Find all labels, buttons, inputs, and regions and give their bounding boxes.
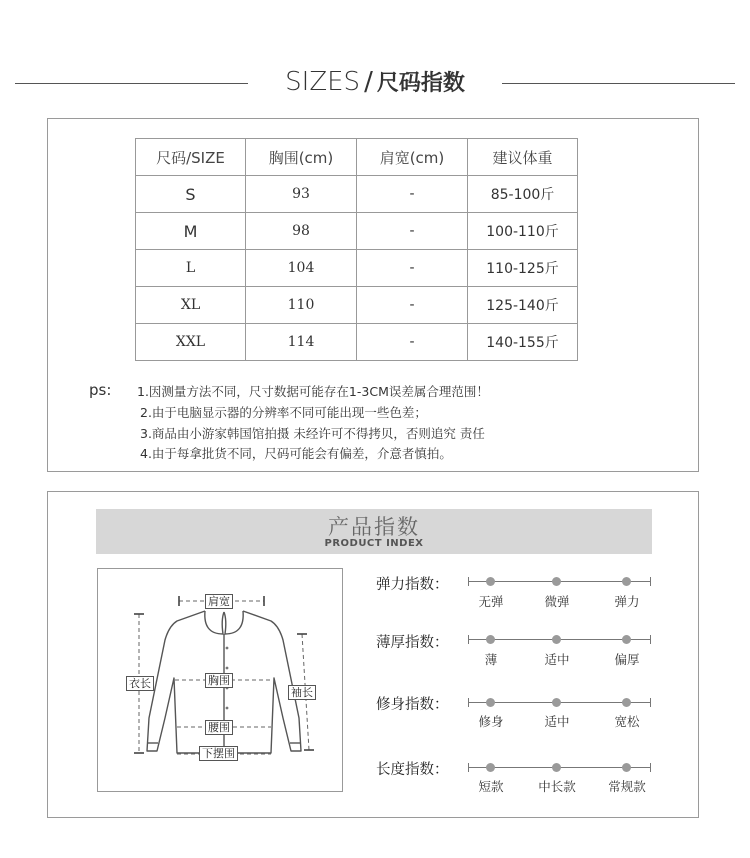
index-option-label: 偏厚	[614, 652, 640, 667]
label-chest: 胸围	[205, 673, 233, 688]
size-cell: XL	[136, 287, 246, 324]
size-cell: M	[136, 213, 246, 250]
index-option-label: 适中	[544, 714, 570, 729]
index-option-label: 常规款	[608, 779, 646, 794]
index-label-fit: 修身指数：	[376, 697, 449, 713]
size-table	[135, 138, 578, 361]
index-option-label: 宽松	[614, 714, 640, 729]
index-option-label: 修身	[478, 714, 504, 729]
index-option-dot	[486, 635, 495, 644]
size-cell: S	[136, 176, 246, 213]
label-length: 衣长	[126, 676, 154, 691]
table-row	[136, 250, 578, 287]
product-index-title: 产品指数	[328, 515, 420, 539]
button-icon	[226, 667, 229, 670]
product-index-banner	[96, 509, 652, 554]
weight-cell: 100-110斤	[468, 213, 578, 250]
index-option-dot	[486, 698, 495, 707]
table-row	[136, 287, 578, 324]
label-waist: 腰围	[205, 720, 233, 735]
weight-cell: 85-100斤	[468, 176, 578, 213]
index-option-dot	[552, 635, 561, 644]
index-option-dot	[486, 763, 495, 772]
table-row	[136, 324, 578, 361]
product-index-subtitle: PRODUCT INDEX	[324, 538, 424, 549]
index-label-elasticity: 弹力指数：	[376, 577, 449, 593]
index-option-dot	[552, 763, 561, 772]
index-label-thickness: 薄厚指数：	[376, 635, 449, 651]
shirt-collar-left	[205, 611, 224, 634]
index-scale-tick	[650, 763, 651, 772]
index-option-label: 微弹	[544, 594, 570, 609]
note-item: 2.由于电脑显示器的分辨率不同可能出现一些色差；	[140, 405, 427, 420]
header-size: 尺码/SIZE	[136, 139, 246, 176]
chest-cell: 114	[246, 324, 357, 361]
table-header-row	[136, 139, 578, 176]
index-option-dot	[486, 577, 495, 586]
chest-cell: 93	[246, 176, 357, 213]
shoulder-cell: -	[357, 176, 468, 213]
index-scale-tick	[650, 635, 651, 644]
weight-cell: 140-155斤	[468, 324, 578, 361]
index-scale-tick	[650, 577, 651, 586]
index-label-length: 长度指数：	[376, 762, 449, 778]
index-scale-tick	[650, 698, 651, 707]
notes-label: ps:	[89, 381, 112, 399]
index-option-label: 中长款	[538, 779, 576, 794]
index-option-label: 薄	[484, 652, 498, 667]
label-shoulder: 肩宽	[205, 594, 233, 609]
header-shoulder: 肩宽(cm)	[357, 139, 468, 176]
index-option-dot	[552, 698, 561, 707]
table-row	[136, 213, 578, 250]
weight-cell: 110-125斤	[468, 250, 578, 287]
table-row	[136, 176, 578, 213]
size-cell: L	[136, 250, 246, 287]
title-en: SIZES	[285, 67, 361, 97]
note-item: 4.由于每拿批货不同，尺码可能会有偏差，介意者慎拍。	[140, 446, 452, 461]
size-cell: XXL	[136, 324, 246, 361]
index-scale-tick	[468, 577, 469, 586]
index-scale-tick	[468, 763, 469, 772]
header-weight: 建议体重	[468, 139, 578, 176]
shoulder-cell: -	[357, 250, 468, 287]
shoulder-cell: -	[357, 324, 468, 361]
shirt-collar-right	[224, 611, 243, 634]
shoulder-cell: -	[357, 213, 468, 250]
chest-cell: 98	[246, 213, 357, 250]
index-option-label: 短款	[478, 779, 504, 794]
index-option-dot	[552, 577, 561, 586]
index-option-dot	[622, 577, 631, 586]
shoulder-cell: -	[357, 287, 468, 324]
chest-cell: 110	[246, 287, 357, 324]
index-scale-tick	[468, 698, 469, 707]
index-scale-tick	[468, 635, 469, 644]
index-option-label: 无弹	[478, 594, 504, 609]
index-option-dot	[622, 698, 631, 707]
header-chest: 胸围(cm)	[246, 139, 357, 176]
index-option-label: 适中	[544, 652, 570, 667]
index-option-dot	[622, 635, 631, 644]
label-hem: 下摆围	[199, 746, 238, 761]
index-option-dot	[622, 763, 631, 772]
button-icon	[226, 707, 229, 710]
note-item: 1.因测量方法不同，尺寸数据可能存在1-3CM误差属合理范围！	[137, 384, 489, 399]
title-slash: /	[364, 67, 373, 97]
chest-cell: 104	[246, 250, 357, 287]
label-sleeve: 袖长	[288, 685, 316, 700]
index-option-label: 弹力	[614, 594, 640, 609]
title-cn: 尺码指数	[376, 71, 465, 96]
note-item: 3.商品由小游家韩国馆拍摄 未经许可不得拷贝，否则追究 责任	[140, 426, 485, 441]
weight-cell: 125-140斤	[468, 287, 578, 324]
button-icon	[226, 647, 229, 650]
page-title	[0, 66, 750, 97]
